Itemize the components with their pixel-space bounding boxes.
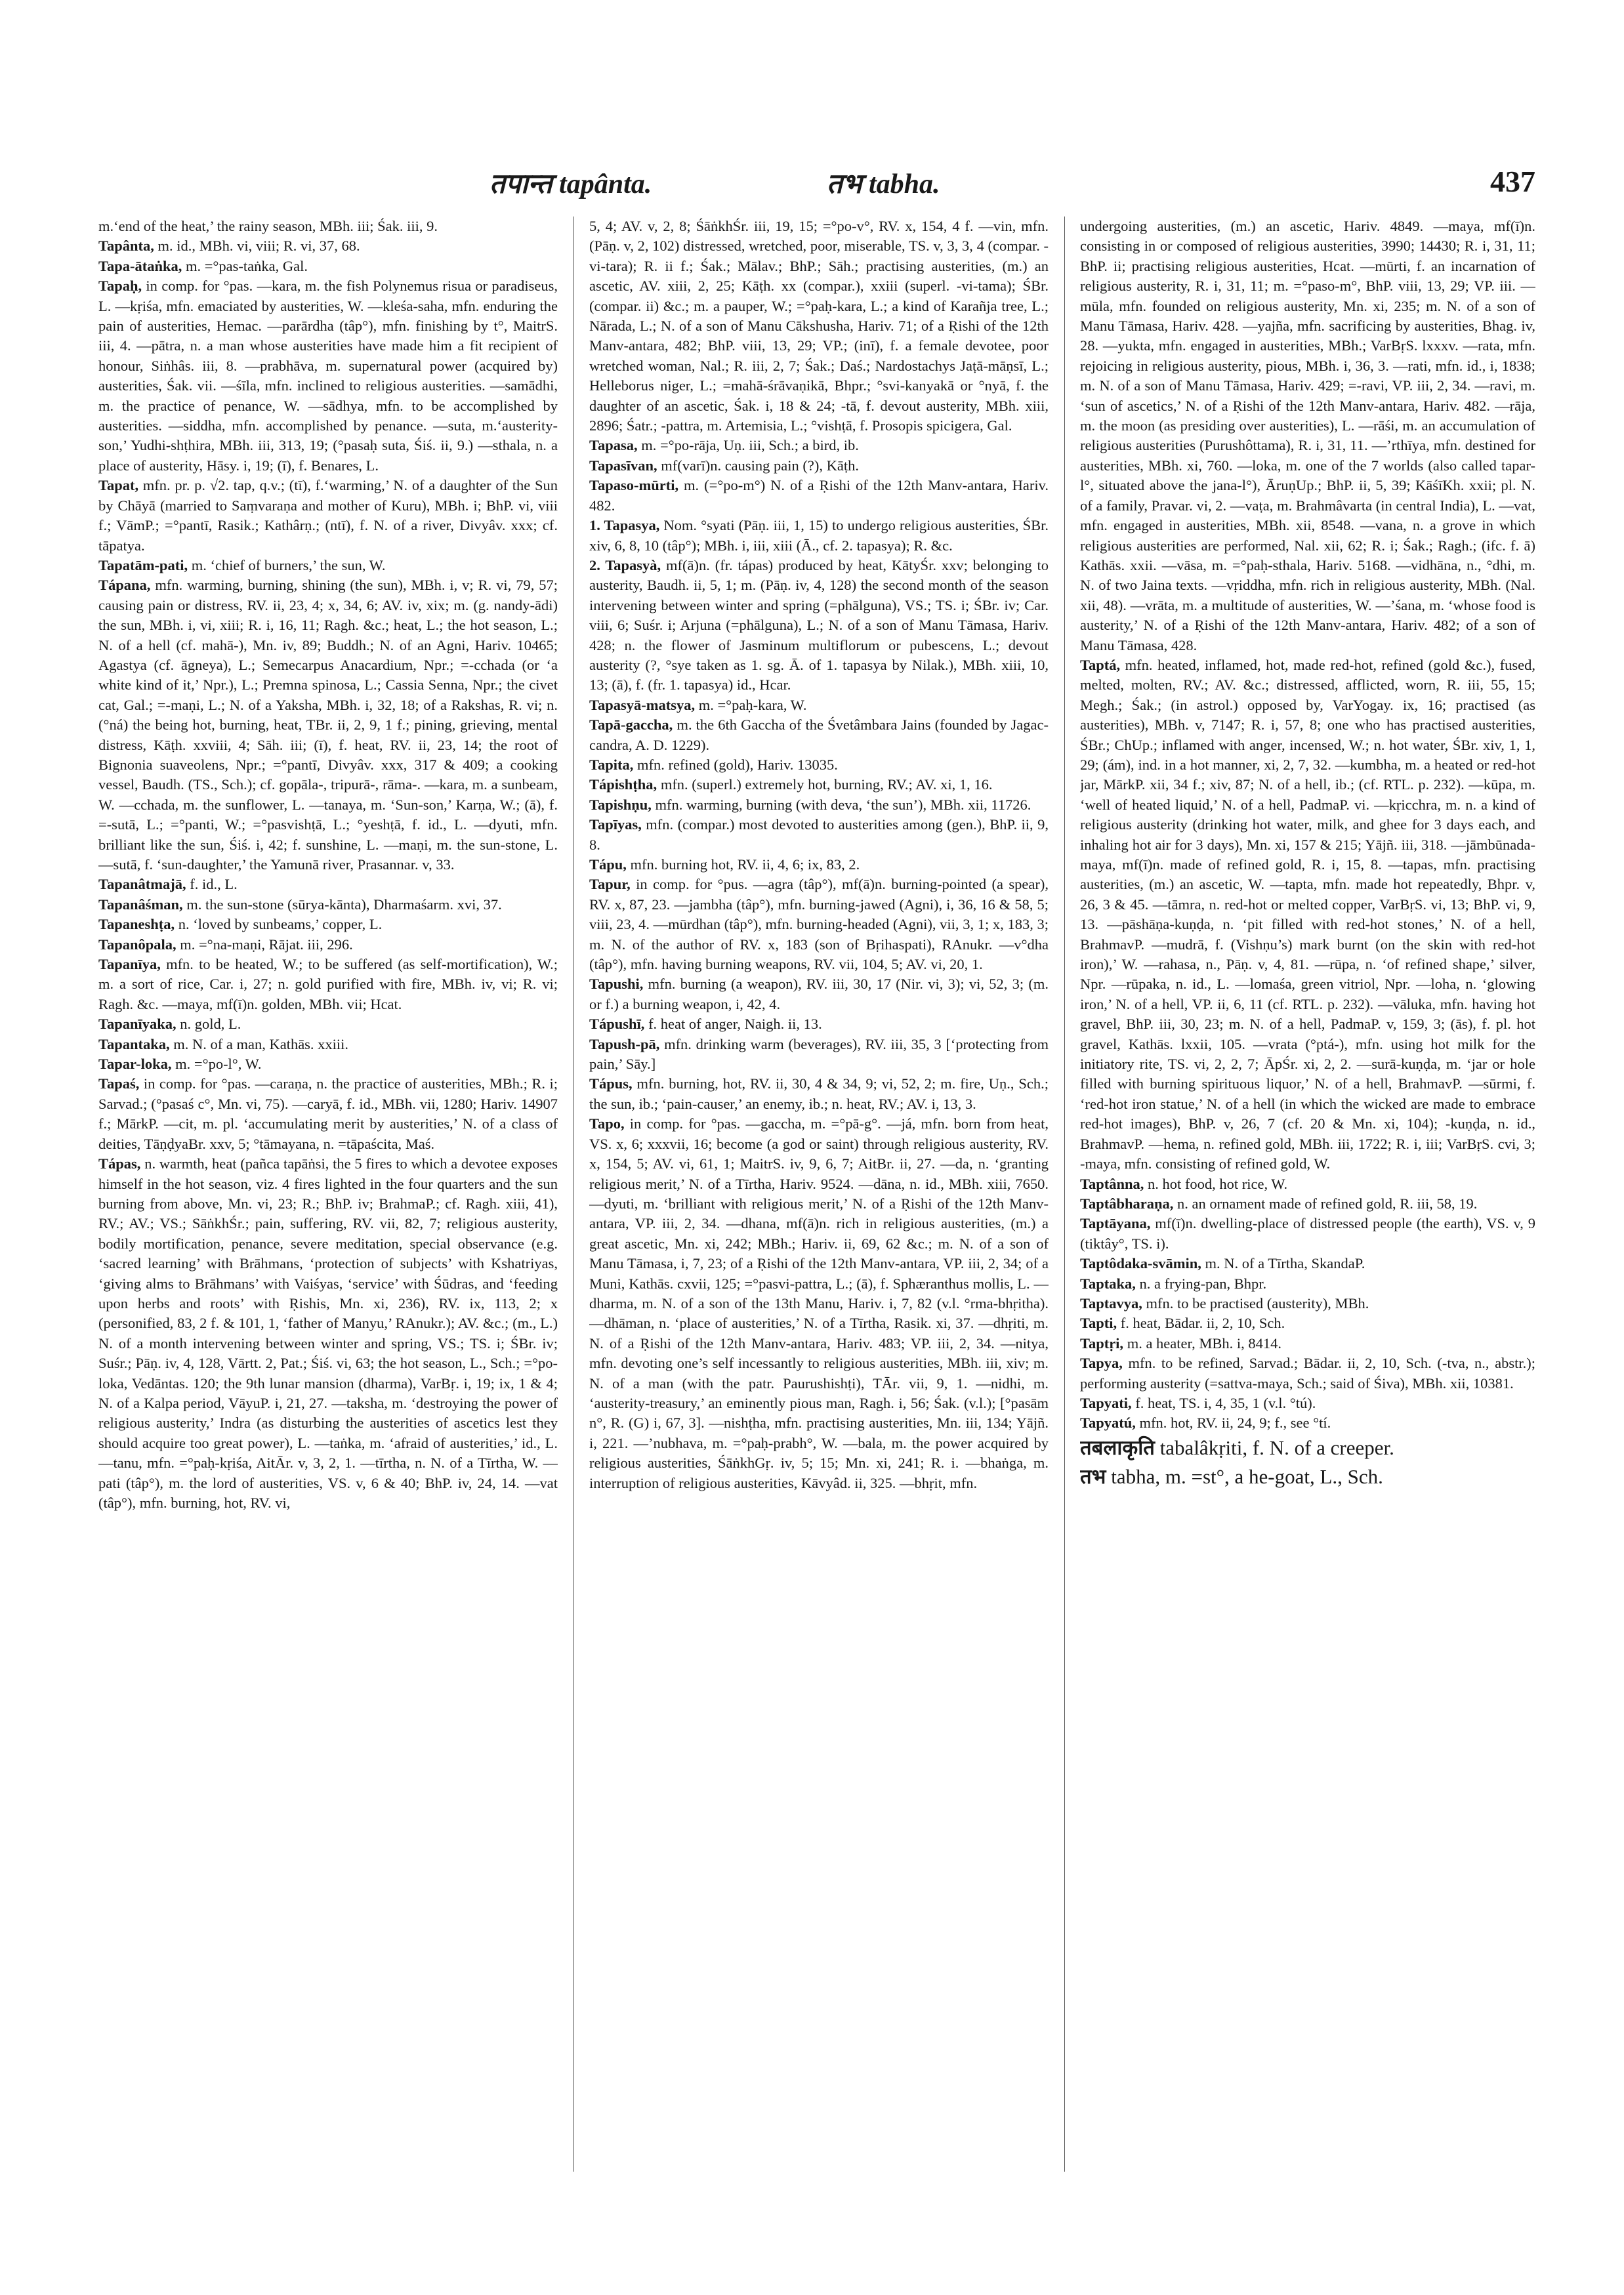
entry-definition: m. =°po-rāja, Uṇ. iii, Sch.; a bird, ib. xyxy=(641,437,859,454)
dictionary-entry xyxy=(589,815,1049,855)
entry-headword: Tapaso-mūrti, xyxy=(589,477,679,494)
dictionary-entry xyxy=(98,895,558,915)
entry-definition: mfn. to be heated, W.; to be suffered (as self-mortification), W.; m. a sort of rice, Car. i, 27; n. gold purified with fire, MBh. iv, vi; R. vi; Ragh. &c. —maya, mf(ī)n. golden, MBh. vii; Hcat. xyxy=(98,956,558,1012)
entry-definition: mfn. to be practised (austerity), MBh. xyxy=(1146,1294,1369,1312)
dictionary-entry xyxy=(589,516,1049,556)
dictionary-entry xyxy=(98,236,558,256)
dictionary-entry xyxy=(1080,1194,1535,1214)
dictionary-entry xyxy=(1080,1214,1535,1254)
dictionary-entry xyxy=(589,795,1049,815)
dictionary-entry xyxy=(1080,1313,1535,1333)
dictionary-entry xyxy=(98,1035,558,1054)
dictionary-entry xyxy=(98,1154,558,1513)
entry-headword: Tapanīyaka, xyxy=(98,1016,177,1033)
entry-definition: m. =°paḥ-kara, W. xyxy=(698,696,807,713)
dictionary-entry xyxy=(98,875,558,894)
dictionary-entry xyxy=(1080,1394,1535,1413)
dictionary-entry xyxy=(1080,1294,1535,1313)
entry-headword: Tápas, xyxy=(98,1155,141,1172)
entry-definition: mfn. drinking warm (beverages), RV. iii, 35, 3 [‘protecting from pain,’ Sāy.] xyxy=(589,1035,1049,1073)
entry-definition: n. gold, L. xyxy=(180,1016,241,1033)
page-header xyxy=(98,164,1535,203)
entry-definition: m. the 6th Gaccha of the Śvetâmbara Jains (founded by Jagac-candra, A. D. 1229). xyxy=(589,716,1049,753)
entry-definition: undergoing austerities, (m.) an ascetic, Hariv. 4849. —maya, mf(ī)n. consisting in or composed of religious austerities, 3990; 14430; R. i, 31, 11; BhP. ii; practising religious austerities, Hcat. —mūrti, f. an incarnation of religious austerity, R. i, 31, 11; m. =°paso-m°, BhP. viii, 13, 29; VP. iii. —mūla, mfn. founded on religious austerity, Mn. xi, 235; m. N. of a son of Manu Tāmasa, Hariv. 428. —yajña, mfn. sacrificing by austerities, Bhag. iv, 28. —yukta, mfn. engaged in austerities, MBh.; VarBṛS. lxxxv. —rata, mfn. rejoicing in religious austerity, pious, MBh. i, 36, 3. —rati, mfn. id., i, 1838; m. N. of a son of Manu Tāmasa, Hariv. 429; =-ravi, VP. iii, 2, 34. —ravi, m. ‘sun of ascetics,’ N. of a Ṛishi of the 12th Manv-antara, Hariv. 482. —rāja, m. the moon (as presiding over austerities), L. —rāśi, m. an accumulation of religious austerities (Purushôttama), R. i, 31, 11. —’rthīya, mfn. destined for austerities, MBh. xi, 760. —loka, m. one of the 7 worlds (also called tapar-l°, situated above the jana-l°), ĀruṇUp.; BhP. ii, 5, 39; KāśīKh. xxii; pl. N. of a family, Pravar. vi, 2. —vaṭa, m. Brahmâvarta (in central India), L. —vat, mfn. engaged in austerities, MBh. xii, 8548. —vana, n. a grove in which religious austerities are performed, Nal. xii, 62; R. i; Śak.; Ragh.; (ifc. f. ā) Kathās. xxii. —vāsa, m. =°paḥ-sthala, Hariv. 5168. —vidhāna, n., °dhi, m. N. of two Jaina texts. —vṛiddha, mfn. rich in religious austerity, MBh. (Nal. xii, 48). —vrāta, m. a multitude of austerities, W. —’śana, m. ‘whose food is austerity,’ N. of a Ṛishi of the 12th Manv-antara, Hariv. 482; of a son of Manu Tāmasa, 428. xyxy=(1080,218,1535,653)
entry-definition: m. =°na-maṇi, Rājat. iii, 296. xyxy=(180,936,353,953)
entry-headword: Tapita, xyxy=(589,756,634,773)
dictionary-entry xyxy=(589,456,1049,476)
entry-definition: mfn. to be refined, Sarvad.; Bādar. ii, 2, 10, Sch. (-tva, n., abstr.); performing austerity (=sattva-maya, Sch.; said of Śiva), MBh. xii, 10381. xyxy=(1080,1355,1535,1392)
entry-definition: m. =°po-l°, W. xyxy=(175,1056,262,1073)
dictionary-entry xyxy=(1080,1174,1535,1194)
entry-definition: mfn. pr. p. √2. tap, q.v.; (tī), f.‘warming,’ N. of a daughter of the Sun by Chāyā (married to Saṃvaraṇa and mother of Kuru), MBh. i; BhP. vi, viii f.; VāmP.; =°pantī, Rasik.; Kathârṇ.; (ntī), f. N. of a river, Divyâv. xxx; cf. tāpatya. xyxy=(98,477,558,554)
entry-headword: Taptavya, xyxy=(1080,1294,1142,1312)
entry-definition: tabha, m. =st°, a he-goat, L., Sch. xyxy=(1111,1464,1383,1488)
entry-headword: Tapaś, xyxy=(98,1075,140,1092)
entry-definition: in comp. for °pas. —caraṇa, n. the practice of austerities, MBh.; R. i; Sarvad.; (°pasaś c°, Mn. vi, 75). —caryā, f. id., MBh. vii, 1280; Hariv. 14907 f.; MārkP. —cit, m. pl. ‘accumulating merit by austerities,’ N. of a class of deities, TāṇḍyaBr. xxv, 5; °tāmayana, n. =tāpaścita, Maś. xyxy=(98,1075,558,1152)
entry-headword: Tapush-pā, xyxy=(589,1035,660,1052)
entry-definition: in comp. for °pas. —kara, m. the fish Polynemus risua or paradiseus, L. —kṛiśa, mfn. emaciated by austerities, W. —kleśa-saha, mfn. enduring the pain of austerities, Hemac. —parārdha (tâp°), mfn. finishing by t°, MaitrS. iii, 4. —pātra, n. a man whose austerities have made him a fit recipient of honour, Siṅhâs. iii, 8. —prabhāva, m. supernatural power (acquired by) austerities, Śak. vii. —śīla, mfn. inclined to religious austerities. —samādhi, m. the practice of penance, W. —sādhya, mfn. to be accomplished by austerities. —siddha, mfn. accomplished by penance. —suta, m.‘austerity-son,’ Yudhi-shṭhira, MBh. iii, 313, 19; (°pasaḥ suta, Śiś. ii, 9.) —sthala, n. a place of austerity, Hāsy. i, 19; (ī), f. Benares, L. xyxy=(98,278,558,474)
dictionary-entry xyxy=(589,715,1049,755)
entry-headword: Taptâbharaṇa, xyxy=(1080,1195,1174,1212)
entry-definition: mf(varī)n. causing pain (?), Kāṭh. xyxy=(661,457,859,474)
running-head-left: तपान्त tapânta. xyxy=(489,169,652,199)
entry-definition: in comp. for °pas. —gaccha, m. =°pā-g°. —já, mfn. born from heat, VS. x, 6; xxxvii, 16; become (a god or saint) through religious austerity, RV. x, 154, 5; AV. vi, 61, 1; MaitrS. iv, 9, 6, 7; AitBr. ii, 27. —da, n. ‘granting religious merit,’ N. of a Tīrtha, Hariv. 9524. —dāna, n. id., MBh. xiii, 7650. —dyuti, m. ‘brilliant with religious merit,’ N. of a Ṛishi of the 12th Manv-antara, VP. iii, 2, 34. —dhana, mf(ā)n. rich in religious austerities, (m.) a great ascetic, Mn. xi, 242; MBh.; Hariv. ii, 69, 62 &c.; m. N. of a son of Manu Tāmasa, i, 7, 23; of a Ṛishi of the 12th Manv-antara, VP. iii, 2, 34; of a Muni, Kathās. cxvii, 125; =°pasvi-pattra, L.; (ā), f. Sphæranthus mollis, L. —dharma, m. N. of a son of the 13th Manu, Hariv. i, 7, 82 (v.l. °rma-bhṛitha). —dhāman, n. ‘place of austerities,’ N. of a Tīrtha, Rasik. xi, 37. —dhṛiti, m. N. of a Ṛishi of the 12th Manv-antara, Hariv. 483; VP. iii, 2, 34. —nitya, mfn. devoting one’s self incessantly to religious austerities, MBh. iii, xiv; m. N. of a man (with the patr. Paurushishṭi), TĀr. vii, 9, 1. —nidhi, m. ‘austerity-treasury,’ an eminently pious man, Ragh. i, 56; Śak. (v.l.); [°pasām n°, R. (G) i, 67, 3]. —nishṭha, mfn. practising austerities, Mn. iii, 134; Yājñ. i, 221. —’nubhava, m. =°paḥ-prabh°, W. —bala, m. the power acquired by religious austerities, ŚāṅkhGṛ. iv, 5; 15; Mn. xi, 241; R. i. —bhaṅga, m. interruption of religious austerities, Kāvyâd. ii, 325. —bhṛit, mfn. xyxy=(589,1115,1049,1491)
dictionary-entry xyxy=(589,755,1049,775)
dictionary-entry xyxy=(589,217,1049,436)
entry-headword: Tapishṇu, xyxy=(589,796,652,813)
entry-headword: Tapanīya, xyxy=(98,956,161,973)
entry-definition: m. =°pas-taṅka, Gal. xyxy=(185,257,308,274)
entry-headword: Taptaka, xyxy=(1080,1275,1136,1292)
column-divider xyxy=(573,217,574,2172)
entry-headword: Tapaneshṭa, xyxy=(98,916,175,933)
entry-definition: n. hot food, hot rice, W. xyxy=(1147,1175,1288,1192)
entry-definition: f. heat of anger, Naigh. ii, 13. xyxy=(648,1016,822,1033)
entry-definition: mf(ī)n. dwelling-place of distressed people (the earth), VS. v, 9 (tiktây°, TS. i). xyxy=(1080,1215,1535,1252)
entry-headword: Tápus, xyxy=(589,1075,633,1092)
entry-headword: Tapasīvan, xyxy=(589,457,657,474)
entry-headword: Tapanâśman, xyxy=(98,896,183,913)
dictionary-entry xyxy=(589,1035,1049,1075)
entry-headword: Tapat, xyxy=(98,477,139,494)
entry-definition: mfn. refined (gold), Hariv. 13035. xyxy=(636,756,838,773)
entry-definition: mfn. hot, RV. ii, 24, 9; f., see °tí. xyxy=(1139,1415,1331,1432)
entry-definition: mfn. burning hot, RV. ii, 4, 6; ix, 83, 2. xyxy=(630,856,860,873)
dictionary-entry xyxy=(589,1114,1049,1493)
entry-definition: m. a heater, MBh. i, 8414. xyxy=(1127,1334,1281,1352)
dictionary-entry xyxy=(589,974,1049,1014)
dictionary-entry xyxy=(1080,1354,1535,1394)
entry-definition: mfn. warming, burning (with deva, ‘the sun’), MBh. xii, 11726. xyxy=(655,796,1031,813)
dictionary-entry xyxy=(98,1054,558,1074)
dictionary-entry xyxy=(589,476,1049,516)
dictionary-entry xyxy=(98,217,558,236)
entry-definition: mf(ā)n. (fr. tápas) produced by heat, KātyŚr. xxv; belonging to austerity, Baudh. ii, 5, 1; m. (Pāṇ. iv, 4, 128) the second month of the season intervening between winter and spring (=phālguna), VS.; TS. i; ŚBr. iv; Car. viii, 6; Suśr. i; Arjuna (=phālguna), L.; N. of a son of Manu Tāmasa, Hariv. 428; n. the flower of Jasminum multiflorum or pubescens, L.; devout austerity (?, °sye taken as 1. sg. Ā. of 1. tapasya by Nilak.), MBh. xiii, 10, 13; (ā), f. (fr. 1. tapasya) id., Hcar. xyxy=(589,556,1049,693)
entry-definition: mfn. warming, burning, shining (the sun), MBh. i, v; R. vi, 79, 57; causing pain or distress, RV. ii, 23, 4; x, 34, 6; AV. iv, xix; m. (g. nandy-ādi) the sun, MBh. i, vi, xiii; R. i, 16, 11; Ragh. &c.; heat, L.; the hot season, L.; N. of a hell (cf. mahā-), Mn. iv, 89; Buddh.; N. of an Agni, Hariv. 10465; Agastya (cf. āgneya), L.; Semecarpus Anacardium, Npr.; =-cchada (or ‘a white kind of it,’ Npr.), L.; Premna spinosa, L.; Cassia Senna, Npr.; the civet cat, Gal.; =-maṇi, L.; N. of a Yaksha, MBh. i, 32, 18; of a Rakshas, R. vi; n. (°ná) the being hot, burning, heat, TBr. ii, 2, 9, 1 f.; pining, grieving, mental distress, Kāṭh. xxviii, 4; Sāh. iii; (ī), f. heat, RV. ii, 23, 14; the root of Bignonia suaveolens, Npr.; =°pantī, Divyâv. xxx, 317 & 409; a cooking vessel, Baudh. (TS., Sch.); cf. gopāla-, tripurā-, rāma-. —kara, m. a sunbeam, W. —cchada, m. the sunflower, L. —tanaya, m. ‘Sun-son,’ Karṇa, W.; (ā), f. =-sutā, L.; =°panti, W.; =°pasvishṭā, L.; °yeshṭā, f. id., L. —dyuti, mfn. brilliant like the sun, Śiś. i, 42; f. sunshine, L. —maṇi, m. the sun-stone, L. —sutā, f. ‘sun-daughter,’ the Yamunā river, Prasannar. v, 33. xyxy=(98,577,558,873)
entry-definition: m. (=°po-m°) N. of a Ṛishi of the 12th Manv-antara, Hariv. 482. xyxy=(589,477,1049,514)
entry-definition: mfn. burning, hot, RV. ii, 30, 4 & 34, 9; vi, 52, 2; m. fire, Uṇ., Sch.; the sun, ib.; ‘pain-causer,’ an enemy, ib.; n. heat, RV.; AV. i, 13, 3. xyxy=(589,1075,1049,1112)
dictionary-entry xyxy=(1080,1434,1535,1462)
entry-headword: Tapaḥ, xyxy=(98,278,142,295)
entry-headword: Taptṛi, xyxy=(1080,1334,1124,1352)
entry-headword: Tapā-gaccha, xyxy=(589,716,673,734)
dictionary-entry xyxy=(589,556,1049,695)
entry-definition: m.‘end of the heat,’ the rainy season, MBh. iii; Śak. iii, 9. xyxy=(98,218,438,234)
entry-headword: Tápana, xyxy=(98,577,151,594)
dictionary-entry xyxy=(1080,1254,1535,1273)
entry-headword: Tapantaka, xyxy=(98,1035,170,1052)
entry-headword: Tapo, xyxy=(589,1115,625,1132)
entry-definition: n. ‘loved by sunbeams,’ copper, L. xyxy=(178,916,383,933)
entry-definition: mfn. (compar.) most devoted to austerities among (gen.), BhP. ii, 9, 8. xyxy=(589,816,1049,853)
entry-definition: 5, 4; AV. v, 2, 8; ŚāṅkhŚr. iii, 19, 15; =°po-v°, RV. x, 154, 4 f. —vin, mfn. (Pāṇ. v, 2, 102) distressed, wretched, poor, miserable, TS. v, 3, 3, 4 (compar. -vi-tara); R. ii f.; Śak.; Mālav.; BhP.; Sāh.; practising austerities, (m.) an ascetic, AV. xiii, 2, 25; Kāṭh. xx (compar.), xxiii (superl. -vi-tama); ŚBr. (compar. ii) &c.; m. a pauper, W.; =°paḥ-kara, L.; a kind of Karañja tree, L.; Nārada, L.; N. of a son of Manu Cākshusha, Hariv. 71; of a Ṛishi of the 12th Manv-antara, 482; BhP. viii, 13, 29; VP.; (inī), f. a female devotee, poor wretched woman, Nal.; R. iii, 2, 7; Śak.; Daś.; Nardostachys Jaṭā-māṇsī, L.; Helleborus niger, L.; =mahā-śrāvaṇikā, Bhpr.; °svi-kanyakā or °nyā, f. the daughter of an ascetic, Śak. i, 18 & 24; -tā, f. devout austerity, MBh. xiii, 2896; Śatr.; -pattra, m. Artemisia, L.; °vishṭā, f. Prosopis spicigera, Gal. xyxy=(589,218,1049,434)
entry-definition: m. ‘chief of burners,’ the sun, W. xyxy=(191,556,386,573)
dictionary-entry xyxy=(589,1014,1049,1034)
entry-headword: 1. Tapasya, xyxy=(589,517,660,534)
column-2 xyxy=(589,217,1049,2172)
entry-definition: n. a frying-pan, Bhpr. xyxy=(1139,1275,1267,1292)
entry-headword: 2. Tapasyà, xyxy=(589,556,661,573)
dictionary-entry xyxy=(1080,655,1535,1174)
dictionary-entry xyxy=(98,955,558,1014)
entry-headword: Tapasa, xyxy=(589,437,638,454)
entry-headword: Tapyatú, xyxy=(1080,1415,1136,1432)
entry-headword: Tapanôpala, xyxy=(98,936,177,953)
entry-headword: Tapânta, xyxy=(98,238,154,255)
entry-headword: Tápushī, xyxy=(589,1016,645,1033)
dictionary-entry xyxy=(1080,1462,1535,1491)
entry-headword: Tapti, xyxy=(1080,1315,1117,1332)
dictionary-entry xyxy=(589,436,1049,455)
dictionary-entry xyxy=(98,935,558,955)
dictionary-entry xyxy=(1080,1274,1535,1294)
dictionary-entry xyxy=(98,575,558,875)
entry-definition: m. id., MBh. vi, viii; R. vi, 37, 68. xyxy=(157,238,360,255)
entry-headword: Tápishṭha, xyxy=(589,776,657,793)
dictionary-entry xyxy=(1080,1334,1535,1354)
entry-headword: Taptôdaka-svāmin, xyxy=(1080,1255,1201,1272)
running-head-right: तभ tabha. xyxy=(827,169,940,199)
entry-definition: n. an ornament made of refined gold, R. iii, 58, 19. xyxy=(1176,1195,1478,1212)
entry-definition: m. N. of a Tīrtha, SkandaP. xyxy=(1205,1255,1365,1272)
entry-definition: m. N. of a man, Kathās. xxiii. xyxy=(173,1035,349,1052)
dictionary-entry xyxy=(589,1074,1049,1114)
entry-definition: f. heat, Bādar. ii, 2, 10, Sch. xyxy=(1120,1315,1285,1332)
column-3 xyxy=(1080,217,1535,2172)
entry-headword: Taptāyana, xyxy=(1080,1215,1151,1232)
entry-headword: Taptá, xyxy=(1080,656,1121,673)
entry-headword: Tapasyā-matsya, xyxy=(589,696,696,713)
dictionary-entry xyxy=(98,556,558,575)
dictionary-entry xyxy=(589,875,1049,974)
entry-definition: mfn. heated, inflamed, hot, made red-hot, refined (gold &c.), fused, melted, molten, RV.; AV. &c.; distressed, afflicted, worn, R. iii, 55, 15; Megh.; Śak.; (in astrol.) opposed by, VarYogay. ix, 16; practised (as austerities), MBh. v, 7147; R. i, 57, 8; one who has practised austerities, ŚBr.; ChUp.; inflamed with anger, incensed, W.; n. hot water, ŚBr. xiv, 1, 1, 29; (ám), ind. in a hot manner, xi, 2, 7, 32. —kumbha, m. a heated or red-hot jar, MārkP. xii, 34 f.; xiv, 87; N. of a hell, ib.; (cf. RTL. p. 232). —kūpa, m. ‘well of heated liquid,’ N. of a hell, PadmaP. vi. —kṛicchra, m. n. a kind of religious austerity (drinking hot water, milk, and ghee for 3 days each, and inhaling hot air for 3 days), Mn. xi, 157 & 215; Yājñ. iii, 318. —jāmbūnada-maya, mf(ī)n. made of refined gold, R. i, 15, 8. —tapas, mfn. practising austerities, (m.) an ascetic, W. —tapta, mfn. made hot repeatedly, Bhpr. v, 26, 3 & 45. —tāmra, n. red-hot or melted copper, VarBṛS. vi, 13; BhP. vi, 9, 13. —pāshāṇa-kuṇḍa, n. ‘pit filled with red-hot stones,’ N. of a hell, BrahmavP. —mudrā, f. (Vishṇu’s) mark burnt (on the skin with red-hot iron),’ W. —rahasa, n., Pāṇ. v, 4, 81. —rūpa, n. ‘of refined shape,’ silver, Npr. —rūpaka, n. id., L. —lomaśa, green vitriol, Npr. —loha, n. ‘glowing iron,’ N. of a hell, VP. ii, 6, 11 (cf. RTL. p. 232). —vāluka, mfn. having hot gravel, BhP. iii, 30, 23; m. N. of a hell, PadmaP. v, 159, 3; (ās), f. pl. hot gravel, Kathās. lxxii, 105. —vrata (°ptá-), mfn. using hot milk for the initiatory rite, TS. vi, 2, 2, 7; ĀpŚr. xi, 2, 2. —surā-kuṇḍa, m. ‘jar or hole filled with burning spirituous liquor,’ N. of a hell, BrahmavP. —sūrmi, f. ‘red-hot iron statue,’ N. of a hell (in which the wicked are made to embrace red-hot images), BhP. v, 26, 7 (cf. 20 & Mn. xi, 104); -kuṇḍa, n. id., BrahmavP. —hema, n. refined gold, MBh. iii, 1722; R. i, iii; VarBṛS. cvi, 3; -maya, mfn. consisting of refined gold, W. xyxy=(1080,656,1535,1172)
dictionary-entry xyxy=(589,855,1049,875)
dictionary-entry xyxy=(1080,217,1535,655)
dictionary-entry xyxy=(589,695,1049,715)
entry-headword: Tapar-loka, xyxy=(98,1056,172,1073)
entry-headword: तबलाकृति xyxy=(1080,1436,1155,1459)
entry-headword: Tapanâtmajā, xyxy=(98,876,186,893)
entry-definition: n. warmth, heat (pañca tapāṅsi, the 5 fires to which a devotee exposes himself in the hot season, viz. 4 fires lighted in the four quarters and the sun burning from above, Mn. vi, 23; R.; BhP. iv; BrahmaP.; cf. Ragh. xiii, 41), RV.; AV.; VS.; SāṅkhŚr.; pain, suffering, RV. vii, 82, 7; religious austerity, bodily mortification, penance, severe meditation, special observance (e.g. ‘sacred learning’ with Brāhmans, ‘protection of subjects’ with Kshatriyas, ‘giving alms to Brāhmans’ with Vaiśyas, ‘service’ with Śūdras, and ‘feeding upon herbs and roots’ with Ṛishis, Mn. xi, 236), RV. ix, 113, 2; x (personified, 83, 2 f. & 101, 1, ‘father of Manyu,’ RAnukr.); AV. &c.; (m., L.) N. of a month intervening between winter and spring, VS.; TS. i; ŚBr. iv; Suśr.; Pāṇ. iv, 4, 128, Vārtt. 2, Pat.; Śiś. vi, 63; the hot season, L., Sch.; =°po-loka, Vedāntas. 120; the 9th lunar mansion (dharma), VarBṛ. i, 19; ix, 1 & 4; N. of a Kalpa period, VāyuP. i, 21, 27. —taksha, m. ‘destroying the power of religious austerity,’ Indra (as disturbing the austerities of ascetics lest they should acquire too great power), L. —taṅka, m. ‘afraid of austerities,’ id., L. —tanu, mfn. =°paḥ-kṛiśa, AitĀr. v, 3, 2, 1. —tīrtha, n. N. of a Tīrtha, W. —pati (tâp°), m. the lord of austerities, VS. v, 6 & 40; BhP. iv, 24, 14. —vat (tâp°), mfn. burning, hot, RV. vi, xyxy=(98,1155,558,1511)
entry-headword: Tapīyas, xyxy=(589,816,642,833)
entry-headword: Tapya, xyxy=(1080,1355,1123,1372)
entry-headword: Tápu, xyxy=(589,856,627,873)
entry-headword: Tapushi, xyxy=(589,976,644,993)
dictionary-entry xyxy=(98,276,558,476)
entry-headword: Tapatām-pati, xyxy=(98,556,188,573)
entry-headword: तभ xyxy=(1080,1464,1106,1488)
entry-definition: m. the sun-stone (sūrya-kānta), Dharmaśarm. xvi, 37. xyxy=(186,896,502,913)
dictionary-entry xyxy=(98,1074,558,1154)
dictionary-entry xyxy=(98,257,558,276)
dictionary-entry xyxy=(1080,1413,1535,1433)
entry-definition: tabalâkṛiti, f. N. of a creeper. xyxy=(1159,1436,1394,1459)
entry-headword: Taptânna, xyxy=(1080,1175,1144,1192)
entry-definition: in comp. for °pus. —agra (tâp°), mf(ā)n. burning-pointed (a spear), RV. x, 87, 23. —jambha (tâp°), mfn. burning-jawed (Agni), i, 36, 16 & 58, 5; viii, 23, 4. —mūrdhan (tâp°), mfn. burning-headed (Agni), vii, 3, 1; x, 183, 3; m. N. of the author of RV. x, 183 (son of Bṛihaspati), RAnukr. —v°dha (tâp°), mfn. having burning weapons, RV. vii, 104, 5; AV. vi, 20, 1. xyxy=(589,876,1049,973)
dictionary-entry xyxy=(589,775,1049,795)
column-1 xyxy=(98,217,558,2172)
dictionary-entry xyxy=(98,1014,558,1034)
entry-definition: mfn. (superl.) extremely hot, burning, RV.; AV. xi, 1, 16. xyxy=(660,776,993,793)
entry-definition: Nom. °syati (Pāṇ. iii, 1, 15) to undergo religious austerities, ŚBr. xiv, 6, 8, 10 (tâp°); MBh. i, iii, xiii (Ā., cf. 2. tapasya); R. &c. xyxy=(589,517,1049,554)
entry-definition: f. heat, TS. i, 4, 35, 1 (v.l. °tú). xyxy=(1135,1394,1316,1411)
entry-definition: mfn. burning (a weapon), RV. iii, 30, 17 (Nir. vi, 3); vi, 52, 3; (m. or f.) a burning weapon, i, 42, 4. xyxy=(589,976,1049,1012)
dictionary-entry xyxy=(98,476,558,556)
dictionary-entry xyxy=(98,915,558,934)
page-number: 437 xyxy=(1490,165,1535,198)
dictionary-columns xyxy=(98,217,1535,2172)
entry-definition: f. id., L. xyxy=(190,876,238,893)
entry-headword: Tapyati, xyxy=(1080,1394,1132,1411)
column-divider xyxy=(1064,217,1065,2172)
entry-headword: Tapa-ātaṅka, xyxy=(98,257,182,274)
entry-headword: Tapur, xyxy=(589,876,631,893)
